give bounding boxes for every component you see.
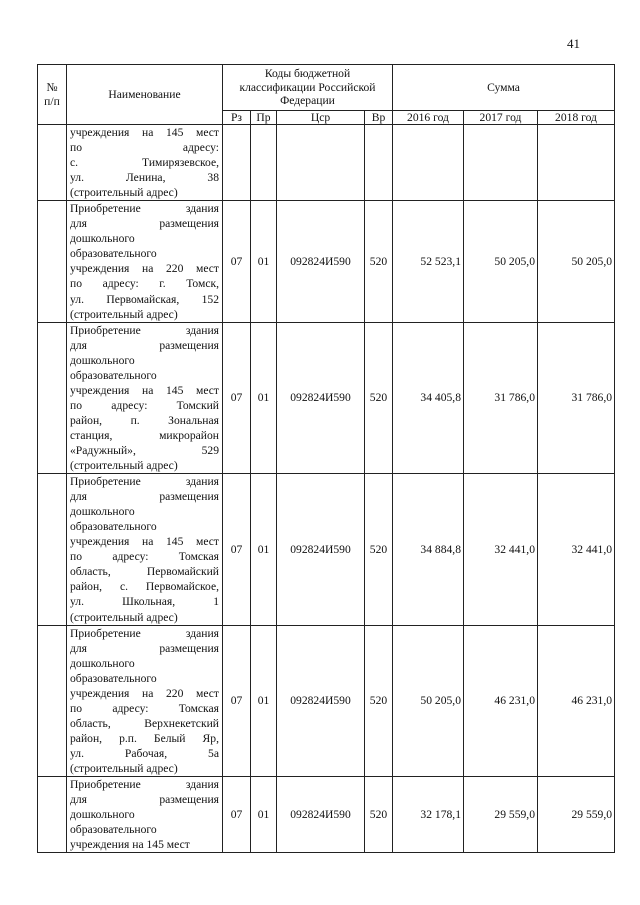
- name-line: ул. Рабочая, 5а: [70, 746, 219, 760]
- table-row: [38, 625, 615, 776]
- cell-y2018: 31 786,0: [538, 322, 615, 473]
- name-line: (строительный адрес): [70, 761, 178, 775]
- cell-vr: 520: [365, 201, 393, 322]
- cell-name: [67, 201, 223, 322]
- name-line: для размещения: [70, 338, 219, 352]
- cell-pr: 01: [251, 777, 277, 853]
- header-2017: 2017 год: [464, 111, 538, 125]
- name-line: (строительный адрес): [70, 307, 178, 321]
- cell-y2017: 46 231,0: [464, 625, 538, 776]
- cell-y2016: 34 884,8: [393, 474, 464, 625]
- cell-y2017: 50 205,0: [464, 201, 538, 322]
- cell-y2016: 34 405,8: [393, 322, 464, 473]
- cell-y2017: [464, 125, 538, 201]
- cell-pr: 01: [251, 625, 277, 776]
- cell-vr: [365, 125, 393, 201]
- name-line: учреждения на 145 мест: [70, 838, 190, 852]
- cell-y2017: 32 441,0: [464, 474, 538, 625]
- cell-name: [67, 474, 223, 625]
- cell-rz: 07: [223, 322, 251, 473]
- name-line: по адресу: г. Томск,: [70, 277, 219, 291]
- name-line: для размещения: [70, 641, 219, 655]
- cell-vr: 520: [365, 474, 393, 625]
- table-row: [38, 125, 615, 201]
- cell-csr: 092824И590: [277, 777, 365, 853]
- name-line: область, Верхнекетский: [70, 716, 219, 730]
- name-line: Приобретение здания: [70, 475, 219, 489]
- cell-csr: 092824И590: [277, 322, 365, 473]
- name-line: образовательного: [70, 520, 157, 534]
- cell-y2017: 31 786,0: [464, 322, 538, 473]
- cell-y2016: 50 205,0: [393, 625, 464, 776]
- name-line: ул. Ленина, 38: [70, 171, 219, 185]
- cell-rz: 07: [223, 474, 251, 625]
- name-line: Приобретение здания: [70, 778, 219, 792]
- header-2018: 2018 год: [538, 111, 615, 125]
- cell-csr: 092824И590: [277, 201, 365, 322]
- header-sum: Сумма: [393, 65, 615, 111]
- name-line: станция, микрорайон: [70, 428, 219, 442]
- name-line: для размещения: [70, 217, 219, 231]
- header-pr: Пр: [251, 111, 277, 125]
- name-line: учреждения на 220 мест: [70, 686, 219, 700]
- header-rz: Рз: [223, 111, 251, 125]
- cell-vr: 520: [365, 625, 393, 776]
- name-line: Приобретение здания: [70, 626, 219, 640]
- name-line: для размещения: [70, 490, 219, 504]
- cell-pr: 01: [251, 201, 277, 322]
- cell-csr: 092824И590: [277, 625, 365, 776]
- name-line: образовательного: [70, 671, 157, 685]
- name-line: по адресу: Томская: [70, 701, 219, 715]
- table-row: [38, 322, 615, 473]
- name-line: по адресу: Томская: [70, 550, 219, 564]
- cell-rz: 07: [223, 625, 251, 776]
- name-line: по адресу:: [70, 141, 219, 155]
- header-csr: Цср: [277, 111, 365, 125]
- name-line: дошкольного: [70, 808, 135, 822]
- cell-vr: 520: [365, 322, 393, 473]
- cell-num: [38, 474, 67, 625]
- name-line: Приобретение здания: [70, 202, 219, 216]
- budget-table: [37, 64, 615, 853]
- cell-y2018: 50 205,0: [538, 201, 615, 322]
- cell-name: [67, 125, 223, 201]
- name-line: (строительный адрес): [70, 186, 178, 200]
- name-line: район, р.п. Белый Яр,: [70, 731, 219, 745]
- name-line: ул. Первомайская, 152: [70, 292, 219, 306]
- cell-pr: 01: [251, 322, 277, 473]
- name-line: образовательного: [70, 368, 157, 382]
- cell-y2016: [393, 125, 464, 201]
- cell-num: [38, 625, 67, 776]
- name-line: с. Тимирязевское,: [70, 156, 219, 170]
- cell-rz: [223, 125, 251, 201]
- cell-name: [67, 625, 223, 776]
- name-line: «Радужный», 529: [70, 443, 219, 457]
- cell-name: [67, 322, 223, 473]
- cell-y2017: 29 559,0: [464, 777, 538, 853]
- name-line: учреждения на 145 мест: [70, 383, 219, 397]
- header-name: Наименование: [67, 65, 223, 125]
- cell-rz: 07: [223, 777, 251, 853]
- cell-num: [38, 777, 67, 853]
- cell-num: [38, 201, 67, 322]
- header-codes: Коды бюджетной классификации Российской Федерации: [223, 65, 393, 111]
- header-vr: Вр: [365, 111, 393, 125]
- name-line: (строительный адрес): [70, 459, 178, 473]
- cell-rz: 07: [223, 201, 251, 322]
- name-line: Приобретение здания: [70, 323, 219, 337]
- cell-y2016: 32 178,1: [393, 777, 464, 853]
- name-line: дошкольного: [70, 505, 135, 519]
- cell-vr: 520: [365, 777, 393, 853]
- cell-name: [67, 777, 223, 853]
- page-number: 41: [567, 36, 580, 51]
- table-row: [38, 474, 615, 625]
- name-line: дошкольного: [70, 656, 135, 670]
- cell-csr: [277, 125, 365, 201]
- cell-y2018: 46 231,0: [538, 625, 615, 776]
- cell-y2018: [538, 125, 615, 201]
- name-line: район, п. Зональная: [70, 413, 219, 427]
- name-line: дошкольного: [70, 353, 135, 367]
- table-row: [38, 777, 615, 853]
- name-line: район, с. Первомайское,: [70, 580, 219, 594]
- header-2016: 2016 год: [393, 111, 464, 125]
- name-line: (строительный адрес): [70, 610, 178, 624]
- name-line: образовательного: [70, 823, 157, 837]
- name-line: ул. Школьная, 1: [70, 595, 219, 609]
- name-line: учреждения на 145 мест: [70, 535, 219, 549]
- header-num: № п/п: [38, 65, 67, 125]
- name-line: учреждения на 145 мест: [70, 126, 219, 139]
- cell-csr: 092824И590: [277, 474, 365, 625]
- cell-y2018: 29 559,0: [538, 777, 615, 853]
- cell-pr: [251, 125, 277, 201]
- cell-num: [38, 125, 67, 201]
- name-line: образовательного: [70, 247, 157, 261]
- name-line: по адресу: Томский: [70, 398, 219, 412]
- cell-pr: 01: [251, 474, 277, 625]
- name-line: для размещения: [70, 793, 219, 807]
- name-line: дошкольного: [70, 232, 135, 246]
- cell-y2018: 32 441,0: [538, 474, 615, 625]
- name-line: учреждения на 220 мест: [70, 262, 219, 276]
- table-row: [38, 201, 615, 322]
- cell-num: [38, 322, 67, 473]
- cell-y2016: 52 523,1: [393, 201, 464, 322]
- name-line: область, Первомайский: [70, 565, 219, 579]
